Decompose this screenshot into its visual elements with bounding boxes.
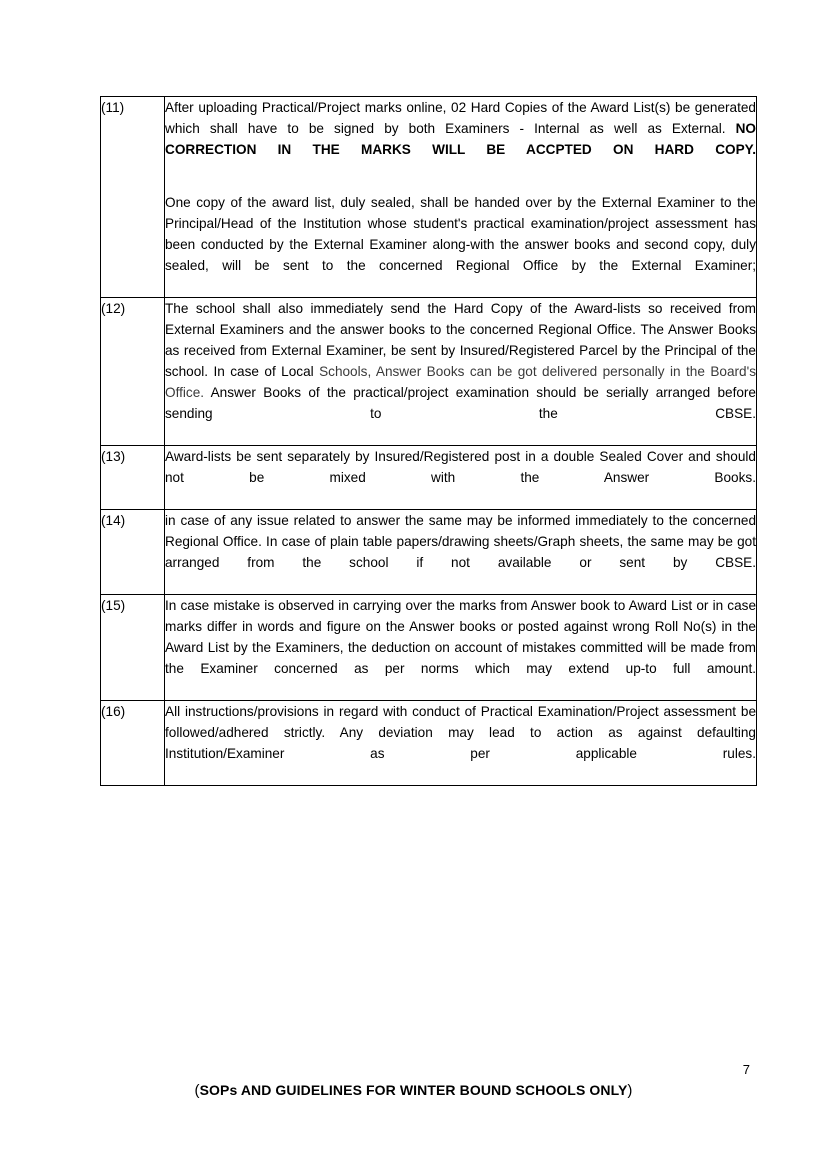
row-text-cell [165, 298, 757, 446]
paragraph [165, 701, 756, 785]
footer-open-paren: ( [194, 1082, 200, 1099]
row-number-cell: (11) [101, 97, 165, 298]
body-text: The school shall also immediately send the Hard Copy of the Award-lists so received from External Examiners and the answer books to the concerned Regional Office. The Answer Books as received from External Examiner, be sent by Insured/Registered Parcel by the Principal of the school. In case of Local [165, 301, 756, 379]
table-row [101, 298, 757, 446]
footer-note [0, 1080, 827, 1101]
paragraph [165, 510, 756, 594]
row-number-cell: (14) [101, 510, 165, 595]
row-number-cell: (12) [101, 298, 165, 446]
body-text: Award-lists be sent separately by Insured/Registered post in a double Sealed Cover and should not be mixed with the Answer Books. [165, 449, 756, 485]
emphasis-text: NO CORRECTION IN THE MARKS WILL BE ACCPTED ON HARD COPY. [165, 121, 756, 157]
paragraph [165, 298, 756, 445]
body-text: In case mistake is observed in carrying over the marks from Answer book to Award List or in case marks differ in words and figure on the Answer books or posted against wrong Roll No(s) in the Award List by the Examiners, the deduction on account of mistakes committed will be made from the Examiner concerned as per norms which may extend up-to full amount. [165, 598, 756, 676]
row-number-cell: (15) [101, 595, 165, 701]
table-row [101, 97, 757, 298]
footer-close-paren: ) [627, 1082, 633, 1099]
body-text: in case of any issue related to answer the same may be informed immediately to the concerned Regional Office. In case of plain table papers/drawing sheets/Graph sheets, the same may be got arranged from the school if not available or sent by CBSE. [165, 513, 756, 570]
row-text-cell [165, 510, 757, 595]
paragraph [165, 192, 756, 297]
row-text-cell [165, 446, 757, 510]
page-number: 7 [742, 1062, 750, 1077]
body-text: Schools, Answer Books can be got delivered personally in the Board's Office. [165, 364, 756, 400]
table-row [101, 595, 757, 701]
paragraph [165, 446, 756, 509]
row-text-cell [165, 701, 757, 786]
body-text: Answer Books of the practical/project examination should be serially arranged before sending to the CBSE. [165, 385, 756, 421]
table-row [101, 446, 757, 510]
table-row [101, 701, 757, 786]
row-text-cell [165, 97, 757, 298]
row-number-cell: (13) [101, 446, 165, 510]
paragraph [165, 595, 756, 700]
row-text-cell [165, 595, 757, 701]
body-text: All instructions/provisions in regard with conduct of Practical Examination/Project assessment be followed/adhered strictly. Any deviation may lead to action as against defaulting Institution/Examiner as per applicable rules. [165, 704, 756, 761]
instructions-table [100, 96, 757, 786]
paragraph [165, 97, 756, 181]
footer-note-text: SOPs AND GUIDELINES FOR WINTER BOUND SCHOOLS ONLY [199, 1082, 628, 1098]
table-row [101, 510, 757, 595]
instructions-table-body [101, 97, 757, 786]
row-number-cell: (16) [101, 701, 165, 786]
body-text: After uploading Practical/Project marks online, 02 Hard Copies of the Award List(s) be generated which shall have to be signed by both Examiners - Internal as well as External. [165, 100, 756, 136]
body-text: One copy of the award list, duly sealed, shall be handed over by the External Examiner to the Principal/Head of the Institution whose student's practical examination/project assessment has been conducted by the External Examiner along-with the answer books and second copy, duly sealed, will be sent to the concerned Regional Office by the External Examiner; [165, 195, 756, 273]
